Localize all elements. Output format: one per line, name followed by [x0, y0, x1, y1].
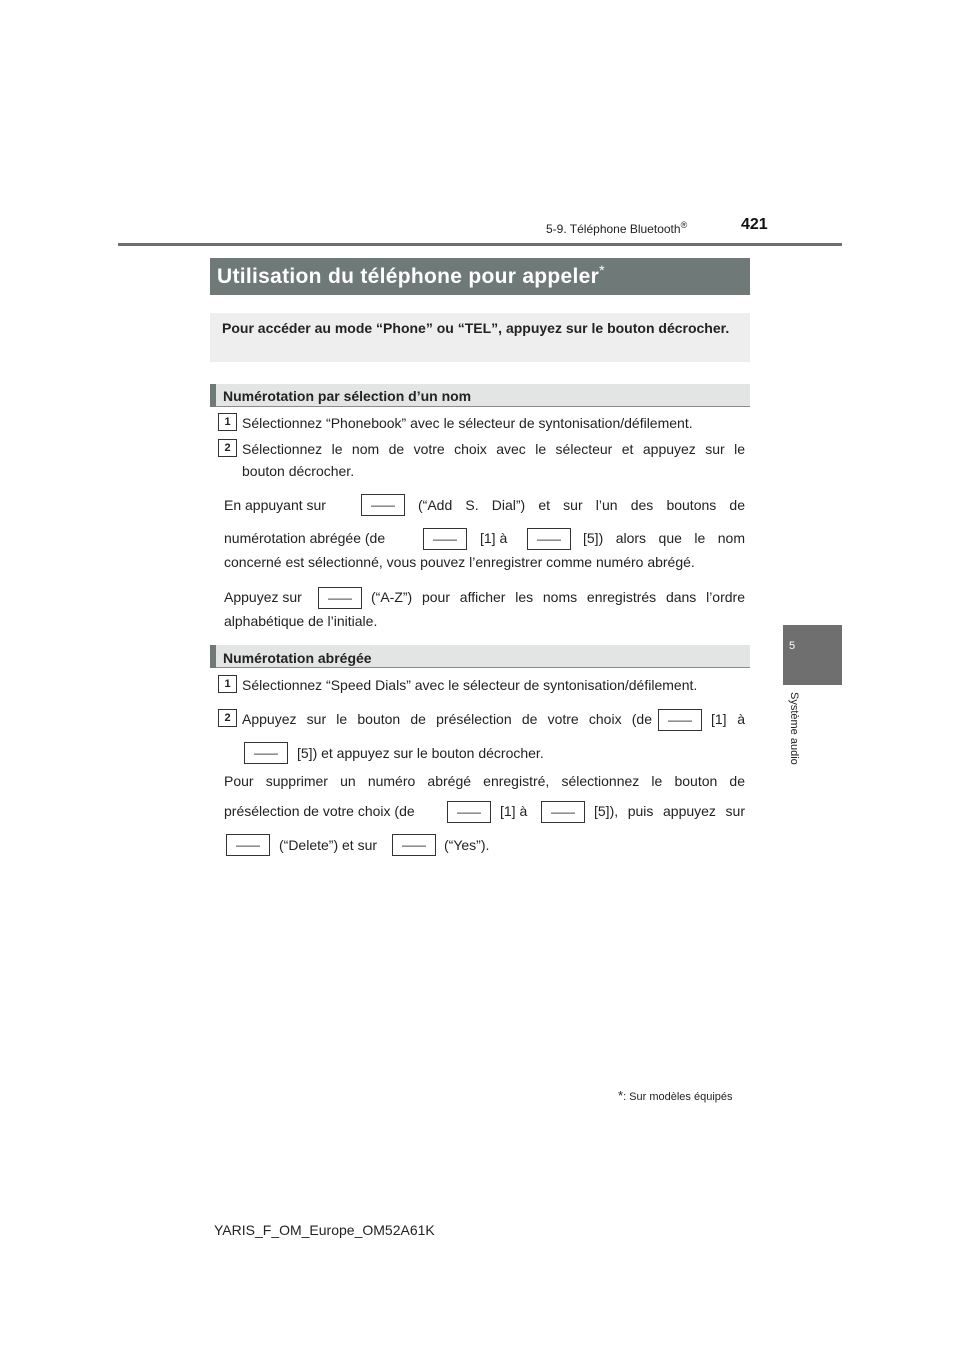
note-text: [1] à	[500, 803, 528, 819]
chapter-label: Système audio	[788, 692, 800, 765]
page-number: 421	[741, 216, 768, 233]
section2-heading: Numérotation abrégée	[223, 650, 372, 666]
step-text: Appuyez sur le bouton de présélection de votre choix (de	[242, 711, 652, 727]
chapter-number: 5	[789, 640, 796, 652]
note-text: alphabétique de l’initiale.	[224, 613, 378, 629]
section1-heading: Numérotation par sélection d’un nom	[223, 388, 472, 404]
document-code: YARIS_F_OM_Europe_OM52A61K	[214, 1222, 435, 1238]
step-number-1: 1	[218, 413, 237, 431]
step-text: bouton décrocher.	[242, 463, 355, 479]
yes-button-icon: ——	[392, 834, 436, 856]
preset-button-icon: ——	[423, 528, 467, 550]
page-title-text: Utilisation du téléphone pour appeler	[217, 265, 600, 288]
note-text: [5]), puis appuyez sur	[594, 803, 745, 819]
a-z-button-icon: ——	[318, 587, 362, 609]
note-text: En appuyant sur	[224, 497, 326, 513]
step-number-1: 1	[218, 675, 237, 693]
registered-mark: ®	[680, 220, 688, 230]
preset-button-icon: ——	[244, 742, 288, 764]
note-text: (“A-Z”) pour afficher les noms enregistrés dans l’ordre	[371, 589, 745, 605]
note-text: Appuyez sur	[224, 589, 302, 605]
step-text: [5]) et appuyez sur le bouton décrocher.	[297, 745, 544, 761]
note-text: (“Delete”) et sur	[279, 837, 378, 853]
note-text: (“Yes”).	[444, 837, 490, 853]
step-text: Sélectionnez le nom de votre choix avec le sélecteur et appuyez sur le	[242, 441, 745, 457]
delete-button-icon: ——	[226, 834, 270, 856]
preset-button-icon: ——	[527, 528, 571, 550]
note-text: Pour supprimer un numéro abrégé enregistré, sélectionnez le bouton de	[224, 773, 745, 789]
footnote-text: : Sur modèles équipés	[623, 1091, 733, 1103]
preset-button-icon: ——	[658, 709, 702, 731]
step-number-2: 2	[218, 439, 237, 457]
note-text: numérotation abrégée (de	[224, 530, 386, 546]
chapter-tab	[783, 625, 842, 685]
step-text: [1] à	[711, 711, 745, 727]
note-text: concerné est sélectionné, vous pouvez l’enregistrer comme numéro abrégé.	[224, 554, 695, 570]
section-title: 5-9. Téléphone Bluetooth	[546, 222, 681, 236]
note-text: (“Add S. Dial”) et sur l’un des boutons de	[418, 497, 745, 513]
preset-button-icon: ——	[447, 801, 491, 823]
running-header	[546, 220, 687, 236]
section1-accent	[210, 384, 216, 407]
asterisk-mark: *	[599, 262, 605, 278]
preset-button-icon: ——	[541, 801, 585, 823]
footnote	[618, 1088, 733, 1103]
intro-text: Pour accéder au mode “Phone” ou “TEL”, appuyez sur le bouton décrocher.	[222, 320, 730, 336]
step-text: Sélectionnez “Speed Dials” avec le sélecteur de syntonisation/défilement.	[242, 677, 698, 693]
note-text: [1] à	[480, 530, 508, 546]
header-rule	[118, 243, 842, 246]
step-text: Sélectionnez “Phonebook” avec le sélecteur de syntonisation/défilement.	[242, 415, 693, 431]
add-speed-dial-button-icon: ——	[361, 494, 405, 516]
page-title	[217, 262, 605, 289]
step-number-2: 2	[218, 709, 237, 727]
note-text: [5]) alors que le nom	[583, 530, 745, 546]
note-text: présélection de votre choix (de	[224, 803, 415, 819]
section2-accent	[210, 645, 216, 668]
asterisk-mark: *	[618, 1088, 624, 1103]
